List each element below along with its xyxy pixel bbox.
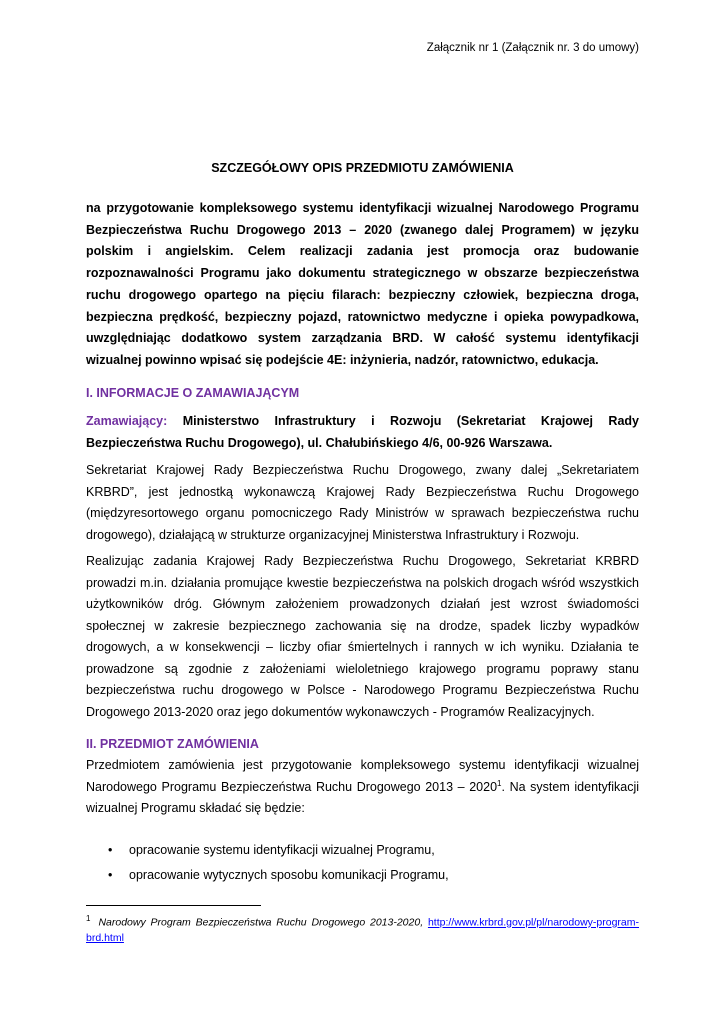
list-item	[86, 838, 639, 863]
section1-paragraph-2: Realizując zadania Krajowej Rady Bezpieczeństwa Ruchu Drogowego, Sekretariat KRBRD prowadzi m.in. działania promujące kwestie bezpieczeństwa na polskich drogach wśród wszystkich użytkowników dróg. Głównym założeniem prowadzonych działań jest wzrost świadomości społecznej w zakresie bezpiecznego zachowania się na drodze, spadek liczby wypadków drogowych, a w konsekwencji – liczby ofiar śmiertelnych i rannych w ich wyniku. Działania te prowadzone są zgodnie z założeniami wieloletniego krajowego programu poprawy stanu bezpieczeństwa ruchu drogowego w Polsce - Narodowego Programu Bezpieczeństwa Ruchu Drogowego 2013-2020 oraz jego dokumentów wykonawczych - Programów Realizacyjnych.	[86, 554, 639, 719]
annex-note: Załącznik nr 1 (Załącznik nr. 3 do umowy)	[426, 42, 639, 54]
footnote-number: 1	[86, 914, 91, 923]
section2-paragraph-end: . Na system identyfikacji wizualnej Programu składać się będzie:	[86, 779, 640, 815]
list-item-text: opracowanie systemu identyfikacji wizualnej Programu,	[129, 843, 435, 857]
bullet-icon: •	[108, 868, 113, 882]
list-item-text: opracowanie wytycznych sposobu komunikacji Programu,	[129, 868, 449, 882]
footnote-divider	[86, 905, 261, 906]
section-heading-2: II. PRZEDMIOT ZAMÓWIENIA	[86, 737, 259, 751]
footnote-text: Narodowy Program Bezpieczeństwa Ruchu Drogowego 2013-2020,	[98, 916, 424, 929]
section2-paragraph-start: Przedmiotem zamówienia jest przygotowanie kompleksowego systemu identyfikacji wizualnej Narodowego Programu Bezpieczeństwa Ruchu Drogowego 2013 – 2020	[86, 758, 639, 794]
section2-paragraph	[86, 755, 639, 820]
section1-paragraph-1: Sekretariat Krajowej Rady Bezpieczeństwa Ruchu Drogowego, zwany dalej „Sekretariatem KRBRD”, jest jednostką wykonawczą Krajowej Rady Bezpieczeństwa Ruchu Drogowego (międzyresortowego organu pomocniczego Rady Ministrów w sprawach bezpieczeństwa ruchu drogowego), działającą w strukturze organizacyjnej Ministerstwa Infrastruktury i Rozwoju.	[86, 463, 639, 542]
page-title: SZCZEGÓŁOWY OPIS PRZEDMIOTU ZAMÓWIENIA	[211, 161, 514, 175]
footnote	[86, 911, 639, 946]
footnote-link[interactable]: http://www.krbrd.gov.pl/pl/narodowy-program-brd.html	[86, 916, 639, 944]
intro-paragraph: na przygotowanie kompleksowego systemu identyfikacji wizualnej Narodowego Programu Bezpieczeństwa Ruchu Drogowego 2013 – 2020 (zwanego dalej Programem) w języku polskim i angielskim. Celem realizacji zadania jest promocja oraz budowanie rozpoznawalności Programu jako dokumentu strategicznego w obszarze bezpieczeństwa ruchu drogowego opartego na pięciu filarach: bezpieczny człowiek, bezpieczna droga, bezpieczna prędkość, bezpieczny pojazd, ratownictwo medyczne i opieka powypadkowa, uwzględniając dodatkowo system zarządzania BRD. W całość systemu identyfikacji wizualnej powinno wpisać się podejście 4E: inżynieria, nadzór, ratownictwo, edukacja.	[86, 201, 639, 367]
contracting-label: Zamawiający:	[86, 414, 168, 428]
contracting-authority	[86, 411, 639, 454]
section-heading-1: I. INFORMACJE O ZAMAWIAJĄCYM	[86, 386, 300, 400]
scope-list	[86, 838, 639, 888]
footnote-reference[interactable]: 1	[497, 778, 502, 788]
bullet-icon: •	[108, 843, 113, 857]
contracting-value: Ministerstwo Infrastruktury i Rozwoju (Sekretariat Krajowej Rady Bezpieczeństwa Ruchu Drogowego), ul. Chałubińskiego 4/6, 00-926 Warszawa.	[86, 414, 639, 450]
list-item	[86, 863, 639, 888]
